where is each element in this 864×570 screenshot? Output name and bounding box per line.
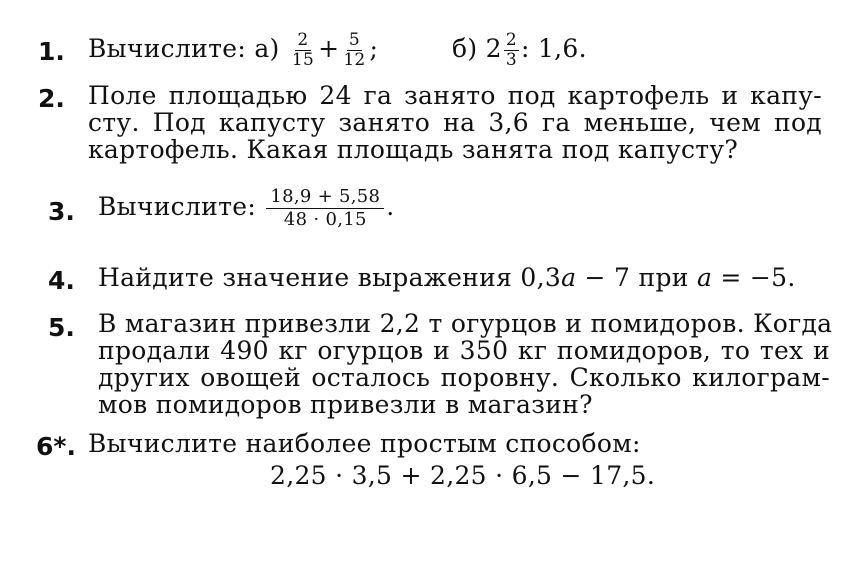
mixed-fraction [504,31,519,70]
fraction-numerator: 5 [348,30,360,50]
task-6-expression: 2,25 · 3,5 + 2,25 · 6,5 − 17,5. [270,461,656,490]
task-4-text-before: Найдите значение выражения 0,3 [98,263,562,292]
task-4-text-after: = −5. [712,263,796,292]
task-2-line-2: сту. Под капусту занято на 3,6 га меньше, чем под [88,108,822,137]
mixed-whole: 2 [485,34,502,63]
task-1-part-a-label: а) [254,34,280,63]
task-5-line-4: мов помидоров привезли в магазин? [98,390,593,419]
variable-a: a [696,263,713,292]
task-6-number: 6*. [36,432,76,461]
task-1-text [88,31,378,70]
fraction-numerator: 2 [297,30,309,50]
task-3-fraction [266,186,384,231]
task-1-part-b-label: б) [452,34,478,63]
task-1-lead: Вычислите: [88,34,247,63]
task-5-line-1: В магазин привезли 2,2 т огурцов и помидоров. Когда [98,309,833,338]
task-5-line-2: продали 490 кг огурцов и 350 кг помидоров, то тех и [98,336,830,365]
fraction-denominator: 15 [291,50,315,70]
fraction-numerator: 2 [505,30,517,50]
fraction-numerator: 18,9 + 5,58 [266,186,384,209]
task-1-number: 1. [38,37,65,66]
variable-a: a [561,263,577,292]
fraction-denominator: 12 [343,50,366,70]
task-4-text-mid: − 7 при [576,263,697,292]
task-3-lead: Вычислите: [98,192,257,221]
task-1-part-b-rest: : 1,6. [521,34,587,63]
plus-sign: + [318,34,340,63]
separator: ; [369,34,379,63]
task-5-number: 5. [48,313,75,342]
task-5-line-3: других овощей осталось поровну. Сколько килограм- [98,363,830,392]
task-3-tail: . [386,192,395,221]
task-1-fraction-2 [341,31,367,70]
task-2-line-1: Поле площадью 24 га занято под картофель и капу- [88,81,822,110]
task-3-number: 3. [48,197,75,226]
fraction-denominator: 3 [505,50,517,70]
task-4-number: 4. [48,266,75,295]
task-2-line-3: картофель. Какая площадь занята под капусту? [88,135,739,164]
task-3-text [98,186,395,231]
task-2-number: 2. [38,84,65,113]
task-1-part-b [452,31,587,70]
task-4-text [98,263,796,292]
fraction-denominator: 48 · 0,15 [283,209,367,230]
task-6-lead: Вычислите наиболее простым способом: [88,429,641,458]
task-1-fraction-1 [290,31,316,70]
